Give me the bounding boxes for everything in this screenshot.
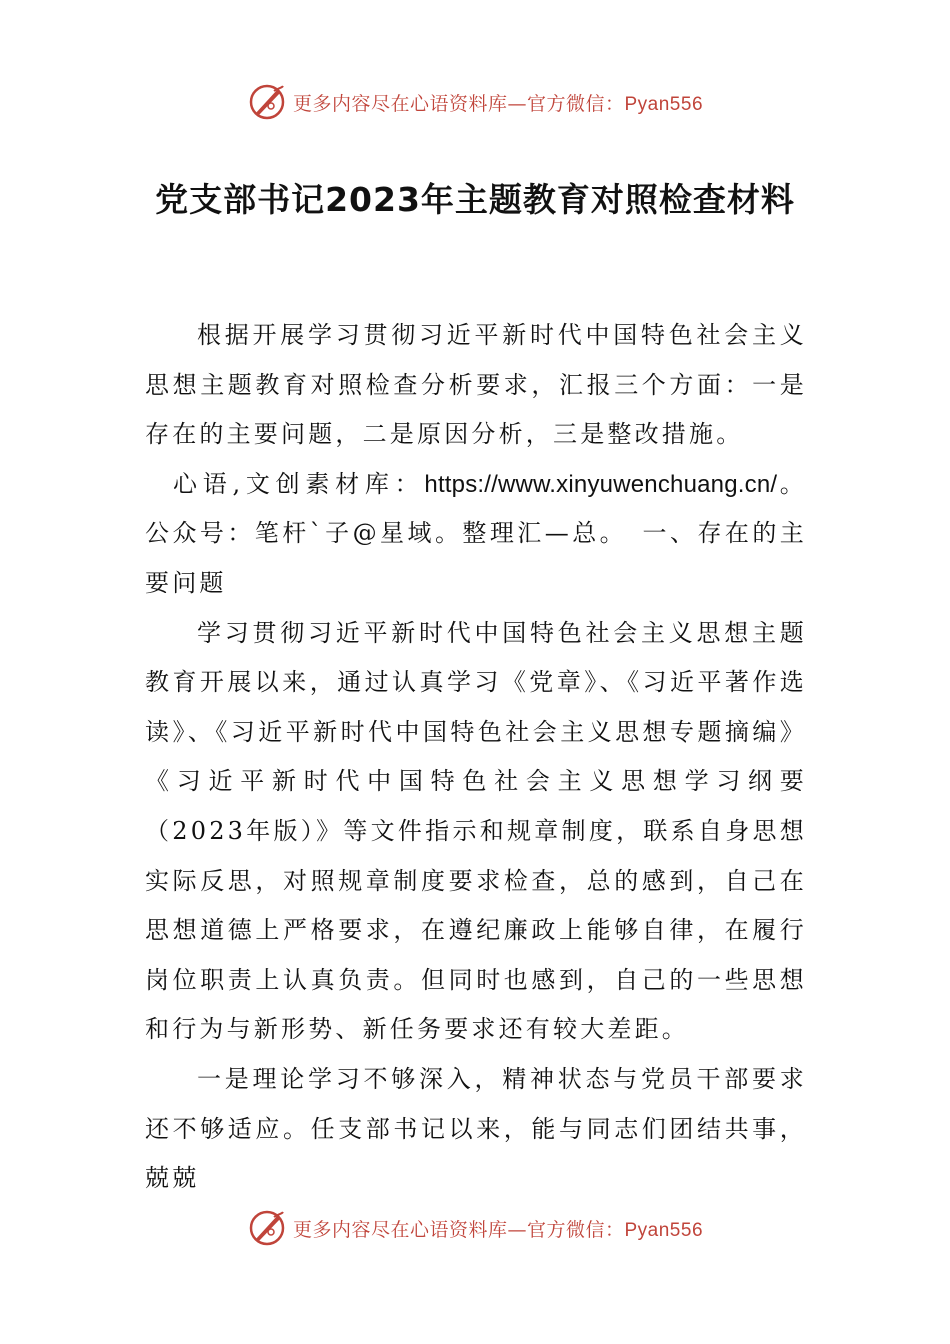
paragraph-source — [145, 460, 807, 609]
source-suffix: 。公众号：笔杆`子@星域。整理汇—总。 一、存在的主要问题 — [145, 469, 808, 597]
watermark-contact-label: 官方微信： — [526, 1218, 625, 1241]
paragraph-intro: 根据开展学习贯彻习近平新时代中国特色社会主义思想主题教育对照检查分析要求，汇报三个方面：一是存在的主要问题，二是原因分析，三是整改措施。 — [145, 321, 807, 449]
watermark-contact-id: Pyan556 — [624, 1219, 704, 1241]
header-watermark — [0, 80, 950, 124]
document-body — [145, 311, 807, 1204]
watermark-main-text: 更多内容尽在心语资料库 — [292, 92, 508, 115]
quill-logo-icon — [247, 1208, 287, 1248]
document-title: 党支部书记2023年主题教育对照检查材料 — [155, 180, 795, 219]
watermark-dash: — — [507, 1218, 527, 1241]
paragraph-issue-one: 一是理论学习不够深入，精神状态与党员干部要求还不够适应。任支部书记以来，能与同志们团结共事，兢兢 — [145, 1064, 807, 1193]
watermark-text — [293, 1215, 703, 1242]
watermark-contact-id: Pyan556 — [624, 93, 704, 115]
paragraph-study: 学习贯彻习近平新时代中国特色社会主义思想主题教育开展以来，通过认真学习《党章》、《习近平著作选读》、《习近平新时代中国特色社会主义思想专题摘编》《习近平新时代中国特色社会主义思想学习纲要（2023年版）》等文件指示和规章制度，联系自身思想实际反思，对照规章制度要求检查，总的感到，自己在思想道德上严格要求，在遵纪廉政上能够自律，在履行岗位职责上认真负责。但同时也感到，自己的一些思想和行为与新形势、新任务要求还有较大差距。 — [145, 618, 807, 1044]
quill-logo-icon — [247, 82, 287, 122]
watermark-contact-label: 官方微信： — [526, 92, 625, 115]
watermark-main-text: 更多内容尽在心语资料库 — [292, 1218, 508, 1241]
source-prefix: 心语,文创素材库： — [173, 469, 425, 498]
source-url: https://www.xinyuwenchuang.cn/ — [424, 470, 778, 498]
watermark-text — [293, 89, 703, 116]
footer-watermark — [0, 1206, 950, 1250]
watermark-dash: — — [507, 92, 527, 115]
